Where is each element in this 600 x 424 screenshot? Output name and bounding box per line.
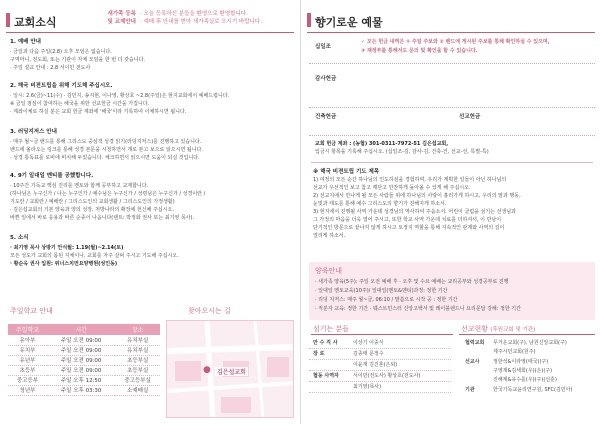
- servant-row: [309, 372, 451, 382]
- table-cell: 주일 오전 09:00: [47, 365, 115, 375]
- prayer-heading: ※ 해국 비젼트립 기도 제목: [313, 169, 380, 175]
- nurture-line: · 직분자 교육: 정한 기간 · 웨스트민스터 신앙고백서 및 레이블렌드니 요리문답 강해: 정한 기간: [315, 306, 521, 312]
- section-worship: [10, 38, 292, 72]
- offering-label: 건축헌금: [315, 114, 337, 120]
- table-cell: 주일 오전 09:00: [47, 345, 115, 355]
- table-cell: 중고등부실: [115, 375, 160, 385]
- prayer-line: 눈빛과 태도를 통해 예수 그리스도의 향기가 전해지게 하소서.: [313, 201, 447, 207]
- section-line: · 계좌이체로 하실 분은 교회 헌금 계좌에 '해국'이라 기록하여 이체하시면 됩니다.: [10, 109, 187, 115]
- table-row: [8, 365, 160, 375]
- location-map[interactable]: [166, 320, 294, 418]
- sunday-school-table: [8, 324, 160, 396]
- newcomer-label-line-1: 새가족 등록: [107, 11, 136, 17]
- offering-row-building: [309, 108, 595, 136]
- servant-role: 장 로: [313, 351, 325, 357]
- mission-title: 선교현황: [461, 325, 489, 333]
- newcomer-note: · 오늘 등록하신 분들을 환영으로 환영합니다.: [140, 11, 248, 17]
- table-cell: 초등부: [8, 365, 47, 375]
- mission-names: 제주시민교회(원주): [493, 349, 536, 355]
- servant-names: 이윤재 김진혼(은퇴): [353, 362, 398, 368]
- section-news: [10, 234, 292, 268]
- newcomer-notes: [140, 10, 262, 26]
- section-heading: 2. 해국 비젼트립을 위해 기도해 주십시오.: [10, 83, 113, 89]
- section-line: · 성경 통독표를 로비에 비치해 두었습니다. 체크하면서 읽으시면 도움이 되실 것입니다.: [10, 155, 200, 161]
- section-heading: 3. 러딩지저스 안내: [10, 129, 57, 135]
- mission-row: [461, 386, 597, 395]
- mission-names: 무거운교회(구), 남원신앙교회(구): [493, 340, 567, 346]
- mission-row: [461, 348, 597, 357]
- table-cell: 유년부: [8, 355, 47, 365]
- table-row: [8, 345, 160, 355]
- account-line: 입금시 항목을 기록해 주십시오. (십일조-김, 감사-김, 건축-건, 선교-선, 특별-특): [315, 149, 489, 155]
- section-line: · 금일과 다음 주일(2.8) 오후 모임은 없습니다.: [10, 49, 112, 55]
- table-row: [8, 385, 160, 395]
- mission-row: [461, 339, 597, 348]
- table-cell: 소예배실: [115, 385, 160, 395]
- prayer-line: 2) 선교지에서 만나게 될 모든 사람들 위에 하나님의 사랑이 흘러가게 하시고, 우리의 말과 행동,: [313, 193, 521, 199]
- column-header: 시간: [47, 324, 115, 335]
- servant-row: [309, 339, 451, 349]
- section-line: · 황순옥 권사 입원: 위너스치먼요양병원(성인동): [10, 261, 118, 267]
- mission-subtitle: (후원교회 및 기관): [490, 327, 536, 333]
- prayer-topics: [313, 168, 521, 240]
- prayer-line: 선교가 우선적인 보고 참고 깨닫고 만찬하게 돌아올 수 있게 해 주십시오.: [313, 185, 471, 191]
- table-cell: 유치부실: [115, 345, 160, 355]
- title-accent-bar: [307, 13, 311, 27]
- table-cell: 유치부실: [115, 335, 160, 345]
- section-vision-trip: [10, 82, 292, 116]
- servant-row: [309, 350, 451, 360]
- table-cell: 청년부: [8, 385, 47, 395]
- table-row: [8, 375, 160, 385]
- servants-divider: [311, 334, 453, 335]
- section-heading: 4. 9기 일대일 멘티를 공했합니다.: [10, 173, 94, 179]
- section-line: ※ 금일 점심이 참여하는 해국을 위한 선교헌금 시간을 가집니다.: [10, 101, 150, 107]
- newcomer-note: · 예배 후 안내를 받아 새가족실로 오시기 바랍니다.: [140, 19, 262, 25]
- section-reading-jesus: [10, 128, 292, 162]
- section-line: · 주일 설교 안내 : 2.8 서이민 전도사: [10, 65, 91, 71]
- servant-names: 이상기 이종식: [353, 340, 384, 346]
- mission-names: 정한석&이라영(태국)(구): [493, 359, 549, 365]
- section-line: · 김은섭교회의 기본 양육과 양의 성장, 처방나라의 확장에 헌신해 주십시오.: [10, 207, 174, 213]
- header-divider: [307, 32, 595, 33]
- nurture-line: · 일대일 멘토교육(10주)/ 일대일(멘토&멘티)과정: 정한 기간: [315, 288, 448, 294]
- servant-names: 서이민(전도사) 황상호(전도사): [353, 373, 421, 379]
- offering-label: 감사헌금: [315, 76, 337, 82]
- table-row: [8, 335, 160, 345]
- section-line: (하나님은 누구신가 / 나는 누구인가 / 예수님은 누구신가 / 성령님은 누구신가 / 성경이란 /: [10, 191, 206, 197]
- section-heading: 5. 소식: [10, 235, 29, 241]
- section-line: 기도란 / 교회란 / 예배란 / 그리스도인의 교회생활 / 그리스도인의 가정생활): [10, 199, 175, 205]
- section-line: · 최기영 목사 상방기 안식월: 1.19(월)~2.14(토): [10, 245, 124, 251]
- mission-names: 구영재&김세희(우)(은)(구): [493, 368, 553, 374]
- title-accent-bar: [6, 13, 10, 27]
- nurture-box: [309, 262, 595, 320]
- section-line: · 일시: 2.6(금)~11(수) · 김민지, 송지현, 이나영, 황상호 ~2.8(주일)은 현지교회에서 예배드립니다.: [10, 93, 230, 99]
- mission-category: 기관: [465, 387, 475, 393]
- prayer-line: 1) 여정의 모든 순간 하나님의 인도하심을 경험하며, 우리가 계획한 일들이 아닌 하나님의: [313, 177, 507, 183]
- table-cell: 주일 오후 03:30: [47, 385, 115, 395]
- notice-line: ③ 재정부를 통해서도 문의 및 확인을 할 수 있습니다.: [361, 48, 478, 54]
- servant-row: [309, 383, 451, 393]
- page-title: 교회소식: [14, 16, 57, 29]
- table-cell: 유치부: [8, 345, 47, 355]
- mission-divider: [459, 334, 595, 335]
- map-title: 찾아오시는 길: [188, 307, 231, 315]
- header-divider: [6, 32, 294, 33]
- account-info: [315, 140, 489, 156]
- nurture-line: · 새가족 양육(5주): 주일 오전 예배 후 · 오후 및 수요 예배는 교리공부와 성경공부로 진행: [315, 279, 509, 285]
- offering-row-thanks: [309, 64, 595, 108]
- prayer-line: 그 가정의 마음을 더욱 열어 주시고, 또한 학교 사역 가운데 치료를 더하셔서, 이 만남이: [313, 217, 502, 223]
- table-cell: 중고등부: [8, 375, 47, 385]
- newcomer-label-line-2: 및 교제안내: [107, 19, 136, 25]
- section-line: 모든 성도가 교회의 몸된 지체이나, 교회를 자주 살펴 주시고 기도해 주십시오.: [10, 253, 179, 259]
- mission-row: [461, 376, 597, 385]
- map-church-label: 김은섭교회: [217, 369, 246, 376]
- divider: [311, 162, 593, 163]
- notice-line: ✓ 모든 헌금 내역은 ① 주일 주보와 ② 밴드에 게시된 주보를 통해 확인하실 수 있으며,: [361, 39, 550, 45]
- prayer-line: 단기적인 방문으로 끝나지 않게 하시고 토정지 역할을 통해 지속적인 관계와 사역의 길이: [313, 225, 505, 231]
- table-cell: 초등부실: [115, 365, 160, 375]
- table-cell: 주일 오전 09:00: [47, 355, 115, 365]
- map-pin-icon: ●: [203, 365, 211, 375]
- mission-row: [461, 358, 597, 367]
- nurture-lines: [315, 278, 521, 314]
- table-cell: 초등부실: [115, 355, 160, 365]
- table-row: [8, 355, 160, 365]
- offering-label: 십일조: [315, 44, 331, 50]
- account-line: 교회 헌금 계좌 : (농협) 301-0311-7972-51 김은섭교회,: [315, 141, 449, 147]
- servant-role: 협동 사역자: [313, 373, 339, 379]
- sunday-school-title: 주일학교 안내: [10, 307, 53, 315]
- table-cell: 주일 오전 09:00: [47, 335, 115, 345]
- section-line: · 10주간 기독교 핵심 진리를 멘토와 함께 공부하고 교제합니다.: [10, 183, 149, 189]
- prayer-line: 3) 현지에서 진행될 사역 가운데 성경님의 역사하여 주옵소서. 어린이 클럽을 섬기는 선생님과: [313, 209, 516, 215]
- servant-role: 만 수 직 사: [313, 340, 338, 346]
- mission-category: 협력교회: [465, 340, 485, 346]
- right-page: [300, 0, 600, 424]
- prayer-line: 열리게 하소서.: [313, 233, 346, 239]
- section-line: 밴드에 올라오는 링크를 통해 성경 본문을 시청하면서 개로 본고 보으로 읽으시면 됩니다.: [10, 147, 203, 153]
- servant-names: 김종태 문정수: [353, 351, 384, 357]
- section-line: · 매주 월~금 밴드를 통해 그리스도 중심적 성경 읽기(러딩지저스)를 진행하고 있습니다.: [10, 139, 202, 145]
- mission-category: 선교사: [465, 359, 480, 365]
- section-line: 바쁜 일에서 바로 응용과 바른 순종이 나옵니다(랜트: 박정화 권사 또는 최기영 목사).: [10, 215, 195, 221]
- column-header: 주일학교: [8, 324, 47, 335]
- servants-title: 섬기는 분들: [313, 325, 350, 333]
- mission-row: [461, 367, 597, 376]
- mission-status-title: [461, 324, 535, 334]
- nurture-line: · 리딩 지저스: 매주 월~금, 06:10 / 말씀으로 시작 공 : 정한 기간: [315, 297, 458, 303]
- column-header: 장소: [115, 324, 160, 335]
- table-cell: 유아부: [8, 335, 47, 345]
- section-line: 구역마니, 전도회, 또는 기관이 자체 모임을 한 번 더 갖습니다.: [10, 57, 145, 63]
- section-mentee: [10, 172, 292, 222]
- mission-names: 진해계&유수를(우)(구)(선훈): [493, 377, 557, 383]
- table-cell: 주일 오후 12:50: [47, 375, 115, 385]
- mission-names: 한국기독교윤리연구원, SFC(김민아): [493, 387, 573, 393]
- section-heading: 1. 예배 안내: [10, 39, 41, 45]
- nurture-title: 양육안내: [315, 267, 343, 275]
- page-title: 향기로운 예물: [315, 16, 383, 29]
- offering-notice: [361, 38, 550, 56]
- servant-row: [309, 361, 451, 371]
- servant-names: 최기영(목사): [353, 384, 382, 390]
- newcomer-label: [100, 10, 136, 26]
- offering-label: 선교헌금: [459, 114, 481, 120]
